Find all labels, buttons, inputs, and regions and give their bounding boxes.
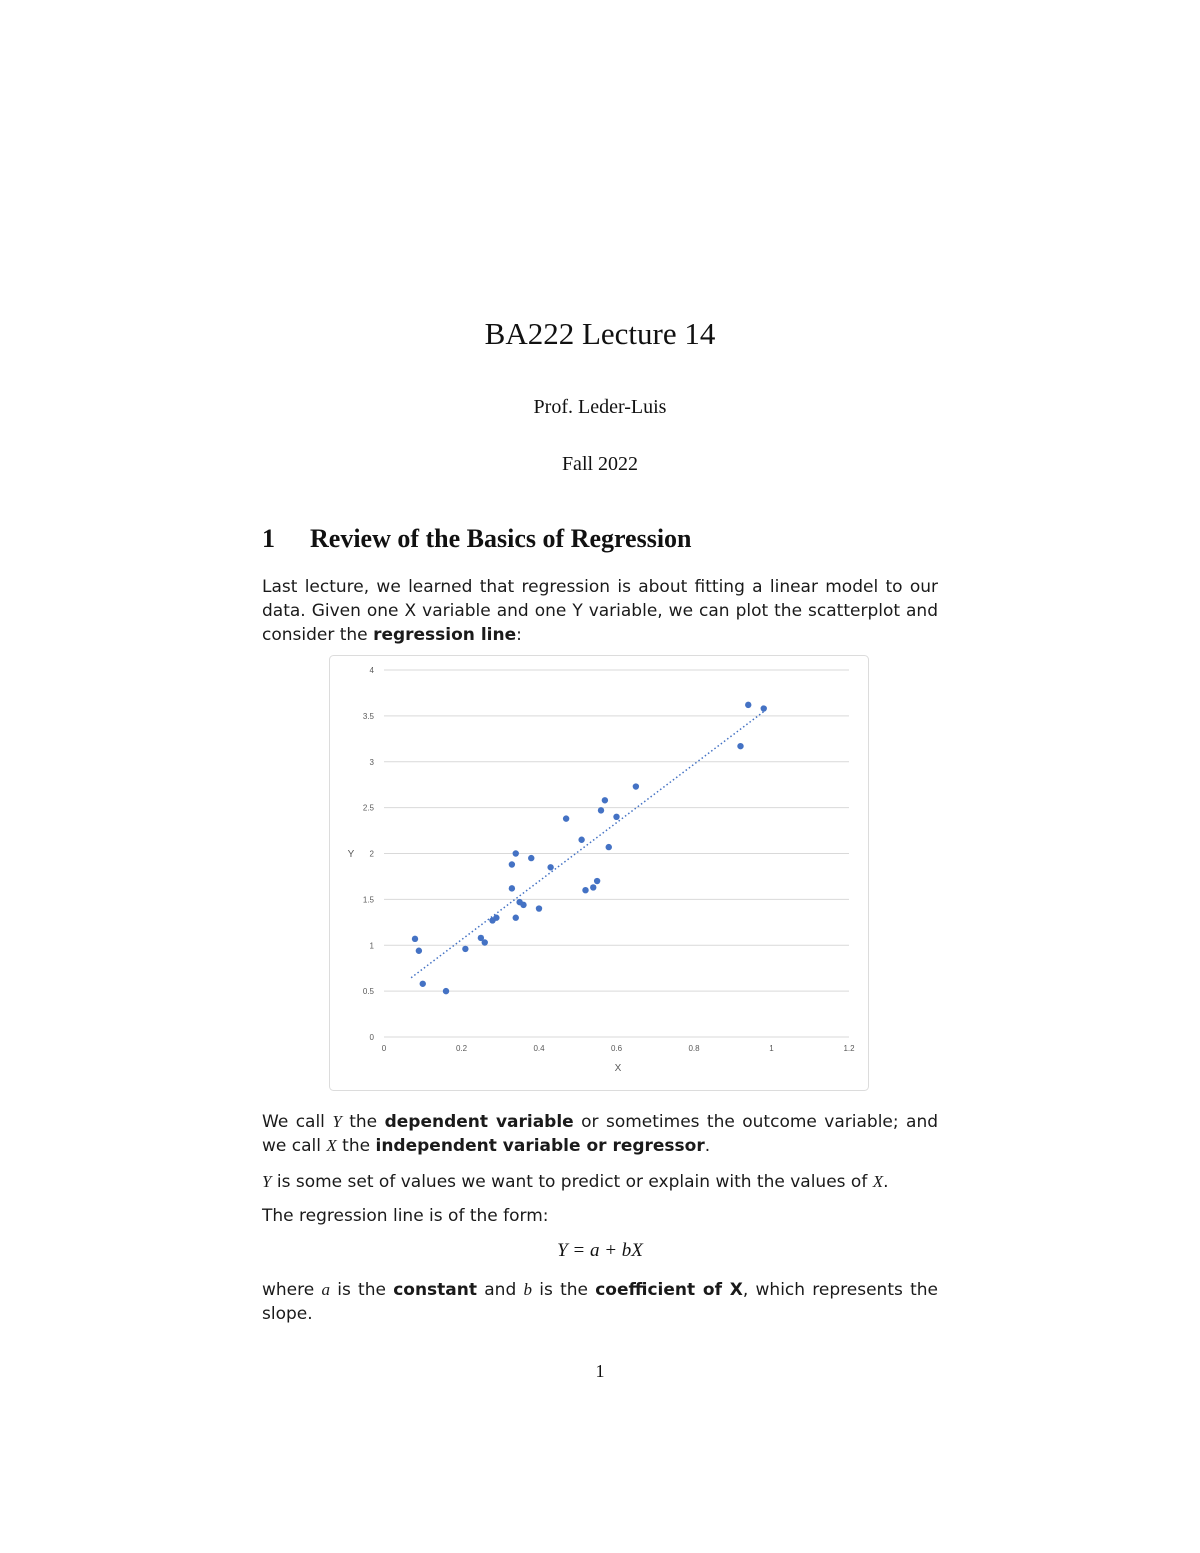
document-author: Prof. Leder-Luis — [533, 396, 667, 418]
y-tick-label: 0 — [369, 1033, 374, 1042]
text-run: is the — [329, 1280, 394, 1300]
section-title: Review of the Basics of Regression — [310, 524, 692, 553]
y-tick-label: 2 — [369, 849, 374, 859]
data-point — [420, 981, 426, 987]
y-axis-label: Y — [347, 849, 355, 860]
text-run: We call — [262, 1112, 333, 1132]
data-point — [493, 915, 499, 921]
text-run: is some set of values we want to predict or explain with the values of — [271, 1172, 873, 1192]
data-point — [513, 850, 519, 856]
math-y: Y — [262, 1172, 272, 1191]
data-point — [462, 946, 468, 952]
data-point — [582, 887, 588, 893]
data-point — [509, 861, 515, 867]
data-point — [594, 878, 600, 884]
term-dependent-variable: dependent variable — [384, 1112, 574, 1132]
data-point — [416, 948, 422, 954]
paragraph-form: The regression line is of the form: — [262, 1206, 549, 1226]
math-x: X — [326, 1136, 337, 1155]
paragraph-variables — [262, 1110, 938, 1158]
data-point — [602, 797, 608, 803]
document-title: BA222 Lecture 14 — [484, 316, 716, 351]
page-number: 1 — [595, 1361, 605, 1381]
data-point — [606, 844, 612, 850]
math-x: X — [872, 1172, 884, 1191]
data-point — [513, 915, 519, 921]
text-run: the — [341, 1112, 385, 1132]
text-run: and — [477, 1280, 524, 1300]
x-tick-label: 1.2 — [843, 1044, 855, 1053]
data-point — [563, 815, 569, 821]
term-coefficient-of-x: coefficient of X — [595, 1280, 743, 1300]
text-run: : — [516, 625, 522, 645]
data-point — [412, 936, 418, 942]
text-run: . — [704, 1136, 711, 1156]
scatter-chart — [329, 655, 869, 1091]
y-tick-label: 3 — [369, 757, 374, 767]
y-tick-label: 1 — [369, 941, 374, 951]
paragraph-coefficients — [262, 1278, 938, 1326]
data-point — [737, 743, 743, 749]
term-constant: constant — [393, 1280, 478, 1300]
data-point — [633, 783, 639, 789]
math-b: b — [523, 1280, 532, 1299]
section-heading — [262, 524, 692, 554]
term-independent-variable: independent variable or regressor — [375, 1136, 705, 1156]
data-point — [578, 837, 584, 843]
x-tick-label: 0.4 — [533, 1044, 545, 1053]
y-tick-label: 4 — [369, 666, 374, 675]
paragraph-intro — [262, 575, 938, 647]
scatter-chart-svg — [329, 655, 869, 1091]
x-tick-label: 0.6 — [610, 1044, 623, 1053]
data-point — [761, 705, 767, 711]
y-tick-label: 3.5 — [362, 711, 374, 721]
regression-equation: Y = a + bX — [557, 1240, 643, 1261]
text-run: . — [883, 1172, 889, 1192]
text-run: or sometimes the outcome variable; and we call — [262, 1112, 939, 1156]
section-number: 1 — [262, 524, 275, 553]
document-date: Fall 2022 — [561, 453, 639, 475]
data-point — [443, 988, 449, 994]
data-point — [590, 884, 596, 890]
data-point — [536, 905, 542, 911]
data-point — [745, 702, 751, 708]
paragraph-predict — [262, 1170, 938, 1194]
data-point — [613, 814, 619, 820]
text-run: where — [262, 1280, 322, 1300]
data-point — [598, 807, 604, 813]
x-tick-label: 1 — [769, 1044, 774, 1053]
math-y: Y — [332, 1112, 342, 1131]
x-tick-label: 0 — [381, 1044, 387, 1053]
x-axis-label: X — [614, 1063, 622, 1074]
y-tick-label: 1.5 — [362, 895, 374, 905]
x-tick-label: 0.8 — [688, 1044, 700, 1053]
x-tick-label: 0.2 — [455, 1044, 468, 1053]
chart-frame — [330, 656, 869, 1091]
data-point — [528, 855, 534, 861]
data-point — [547, 864, 553, 870]
math-a: a — [321, 1280, 330, 1299]
text-run: , which represents the slope. — [262, 1280, 938, 1324]
data-point — [509, 885, 515, 891]
y-tick-label: 0.5 — [362, 987, 374, 997]
data-point — [520, 902, 526, 908]
term-regression-line: regression line — [373, 625, 517, 645]
text-run: Last lecture, we learned that regression is about fitting a linear model to our data. Given one X variable and one Y variable, we can plot the scatterplot and consider the — [262, 577, 938, 645]
text-run: is the — [532, 1280, 596, 1300]
y-tick-label: 2.5 — [362, 803, 374, 813]
data-point — [482, 939, 488, 945]
text-run: the — [336, 1136, 376, 1156]
